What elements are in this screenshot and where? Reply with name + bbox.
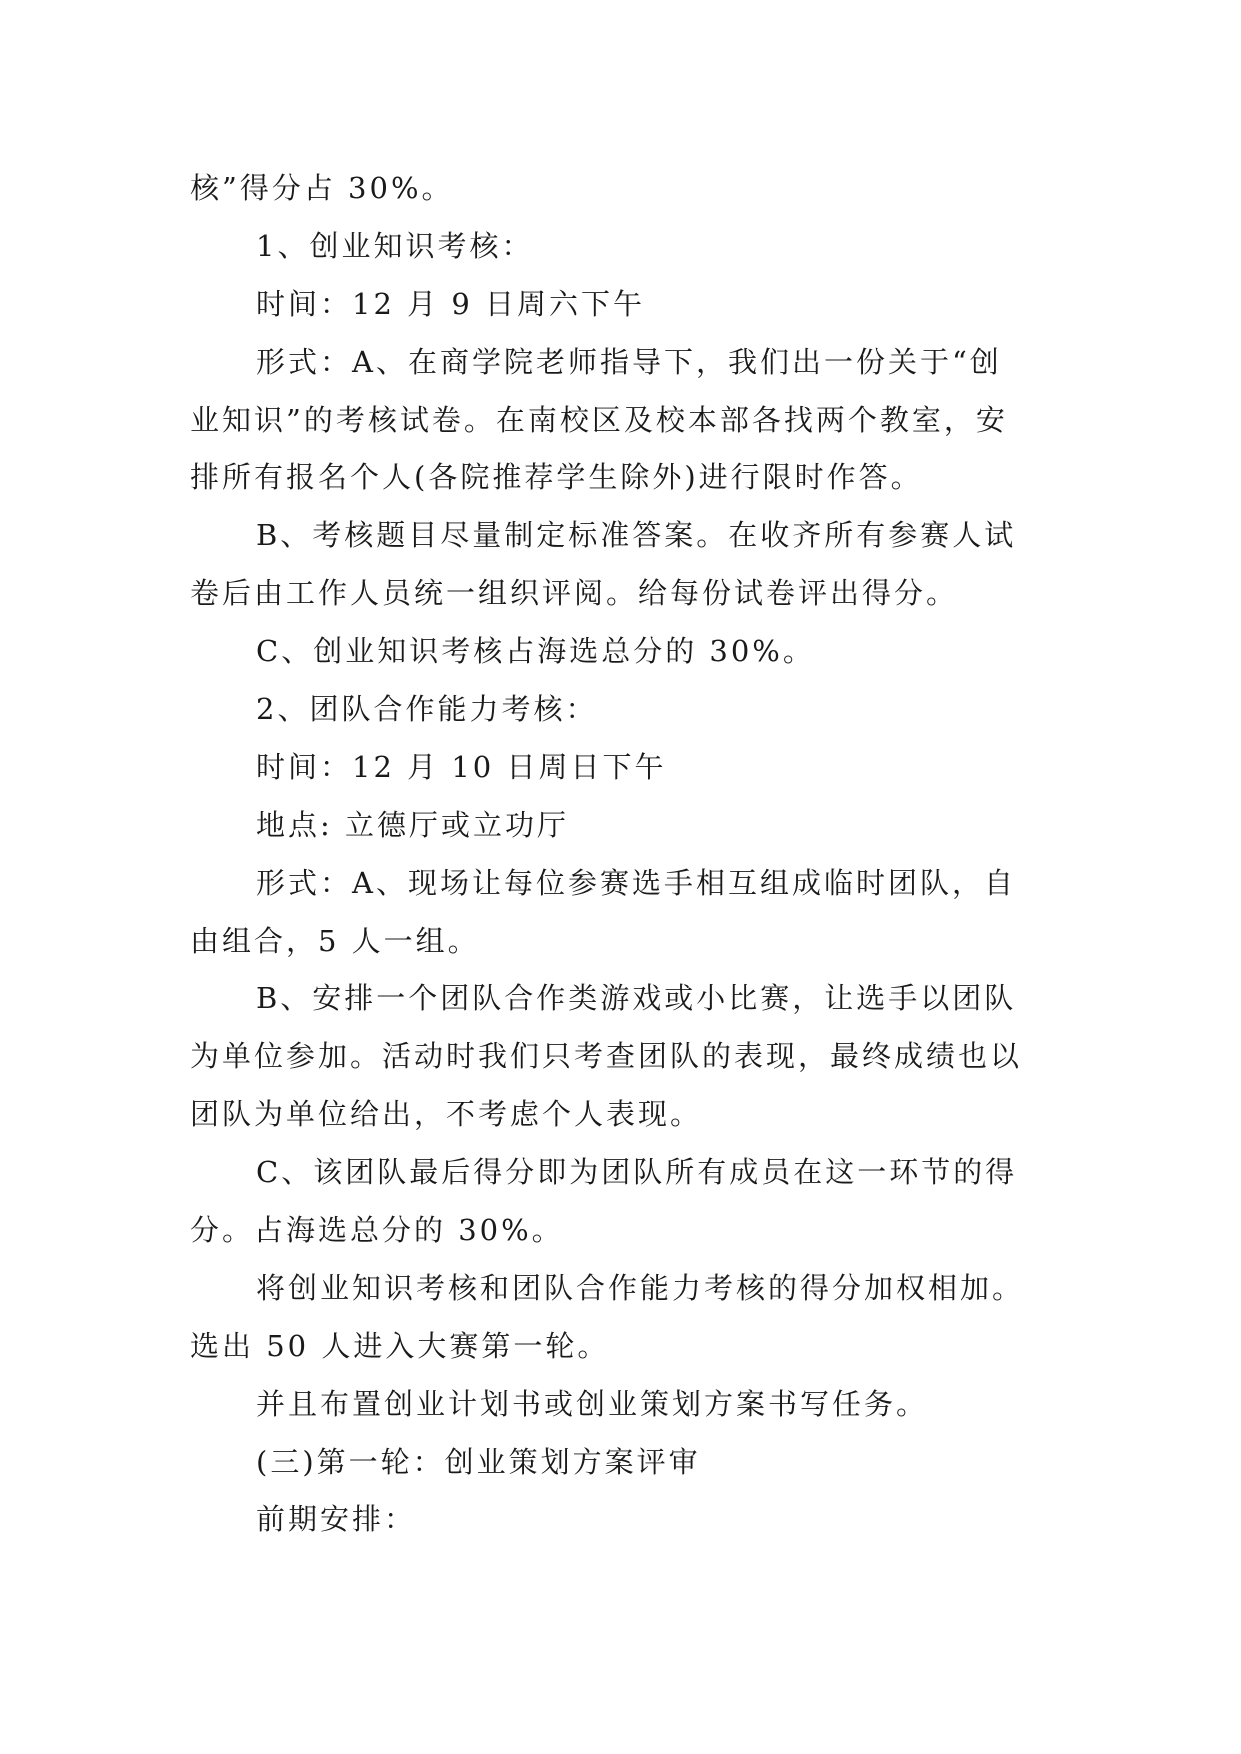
text-line: 将创业知识考核和团队合作能力考核的得分加权相加。 [256,1270,1025,1305]
text-line: B、考核题目尽量制定标准答案。在收齐所有参赛人试 [256,518,1017,553]
text-line: 业知识”的考核试卷。在南校区及校本部各找两个教室，安 [190,402,1008,437]
text-line: B、安排一个团队合作类游戏或小比赛，让选手以团队 [256,981,1017,1016]
text-line: 分。占海选总分的 30%。 [190,1213,564,1248]
text-line: 形式：A、在商学院老师指导下，我们出一份关于“创 [256,344,1002,379]
text-line: 核”得分占 30%。 [190,171,454,205]
text-line: 团队为单位给出，不考虑个人表现。 [190,1097,703,1132]
text-line: 由组合，5 人一组。 [190,923,480,958]
text-line: 前期安排： [256,1502,417,1537]
document-body [190,160,1075,1549]
text-line: 选出 50 人进入大赛第一轮。 [190,1328,610,1363]
text-line: 时间：12 月 10 日周日下午 [256,749,667,784]
text-line: (三)第一轮：创业策划方案评审 [256,1444,701,1479]
text-line: 地点: 立德厅或立功厅 [256,807,569,842]
text-line: 1、创业知识考核： [256,228,534,263]
text-line: 为单位参加。活动时我们只考查团队的表现，最终成绩也以 [190,1039,1023,1074]
text-line: 形式：A、现场让每位参赛选手相互组成临时团队，自 [256,865,1016,900]
text-line: 排所有报名个人(各院推荐学生除外)进行限时作答。 [190,460,923,495]
text-line: C、创业知识考核占海选总分的 30%。 [256,634,815,669]
text-line: 并且布置创业计划书或创业策划方案书写任务。 [256,1386,929,1421]
text-line: 2、团队合作能力考核： [256,692,598,727]
text-line: C、该团队最后得分即为团队所有成员在这一环节的得 [256,1155,1018,1190]
text-line: 时间：12 月 9 日周六下午 [256,286,646,321]
text-line: 卷后由工作人员统一组织评阅。给每份试卷评出得分。 [190,576,959,611]
